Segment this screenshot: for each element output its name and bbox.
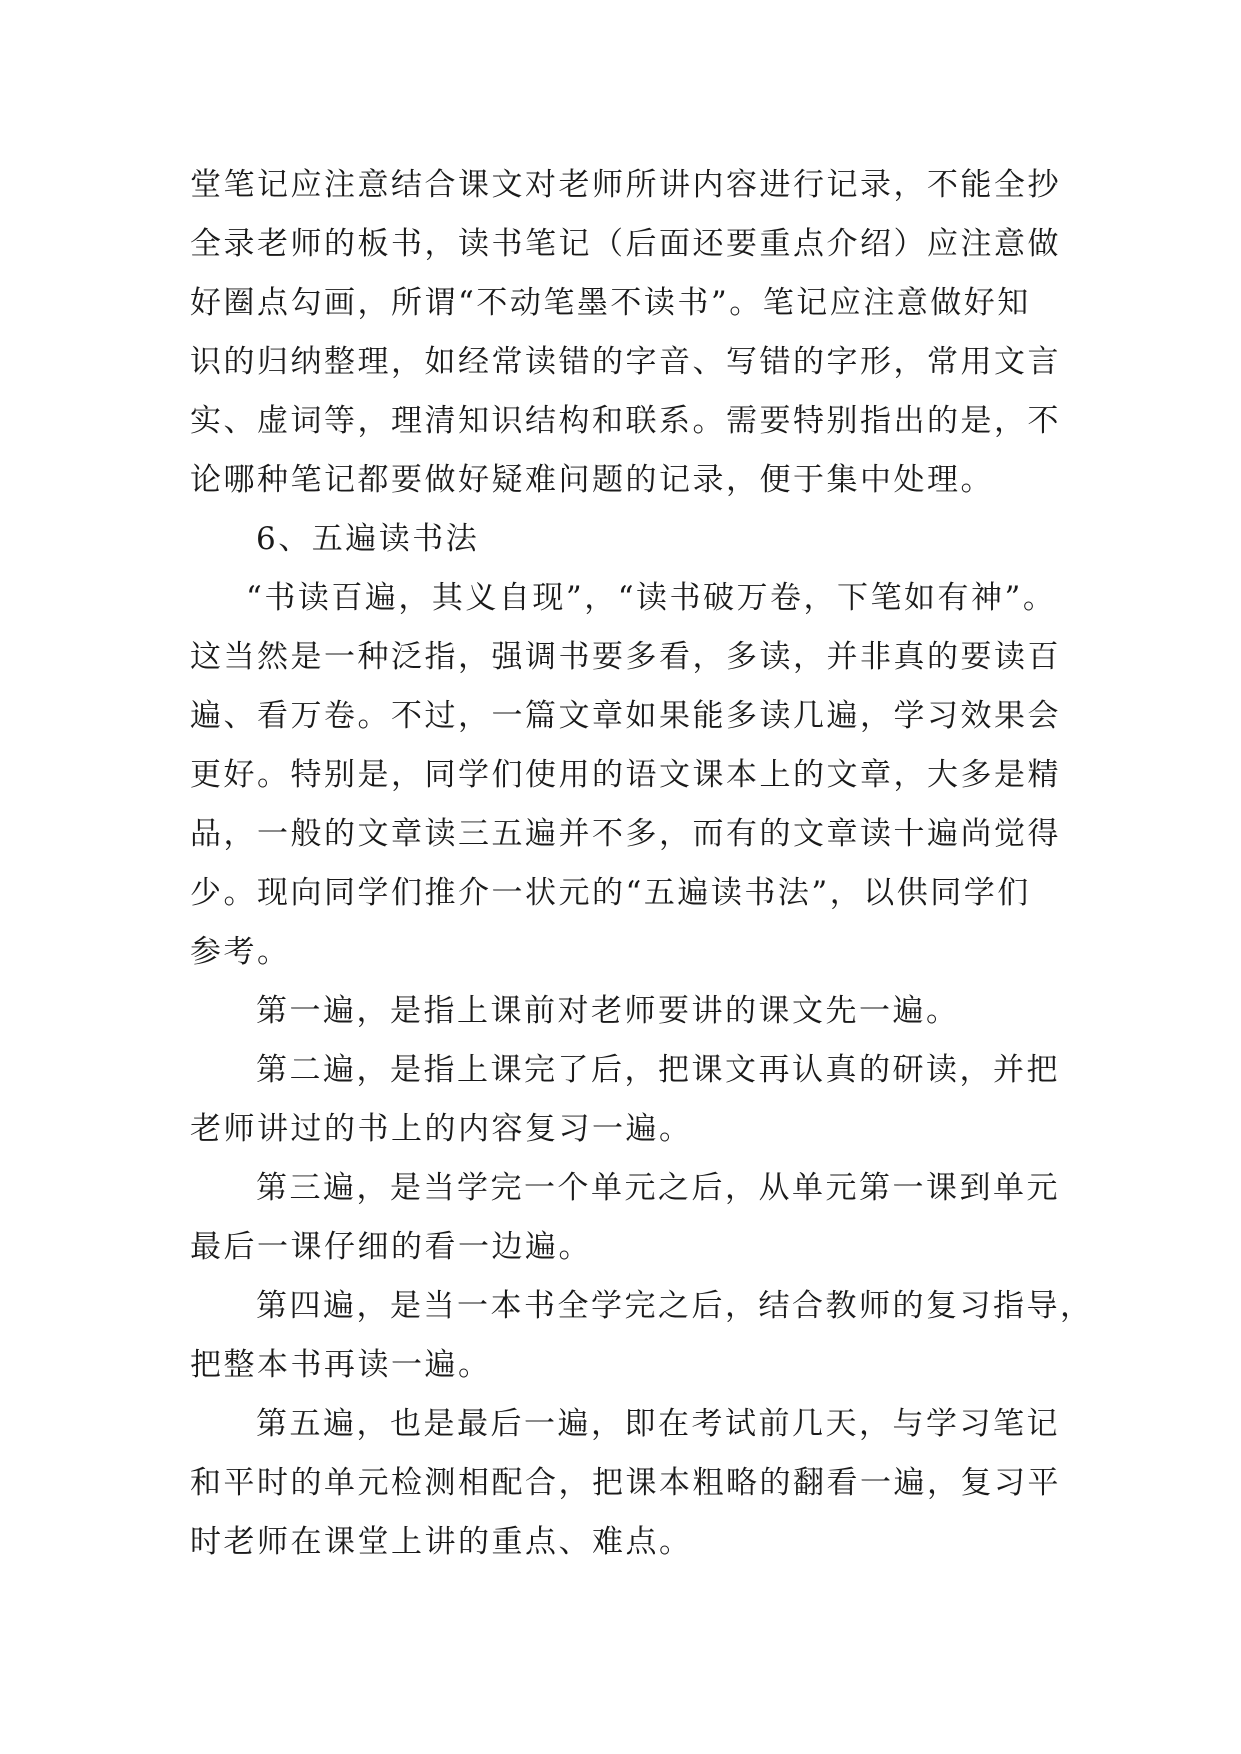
text-line: 老师讲过的书上的内容复习一遍。 [190,1111,693,1147]
text-line: 第二遍，是指上课完了后，把课文再认真的研读，并把 [256,1052,1060,1088]
text-line: 参考。 [190,934,291,970]
text-line: 遍、看万卷。不过，一篇文章如果能多读几遍，学习效果会 [190,698,1061,734]
text-line: 第四遍，是当一本书全学完之后，结合教师的复习指导， [256,1288,1094,1324]
document-body [190,156,1094,1572]
text-line: 品，一般的文章读三五遍并不多，而有的文章读十遍尚觉得 [190,816,1061,852]
text-line: 最后一课仔细的看一边遍。 [190,1229,592,1265]
text-line: 第一遍，是指上课前对老师要讲的课文先一遍。 [256,993,960,1029]
text-line: “书读百遍，其义自现”，“读书破万卷，下笔如有神”。 [246,580,1057,616]
text-line: 好圈点勾画，所谓“不动笔墨不读书”。笔记应注意做好知 [190,285,1031,321]
text-line: 第三遍，是当学完一个单元之后，从单元第一课到单元 [256,1170,1060,1206]
text-line: 识的归纳整理，如经常读错的字音、写错的字形，常用文言 [190,344,1061,380]
section-heading: 6、五遍读书法 [256,521,480,557]
text-line: 少。现向同学们推介一状元的“五遍读书法”，以供同学们 [190,875,1031,911]
text-line: 更好。特别是，同学们使用的语文课本上的文章，大多是精 [190,757,1061,793]
text-line: 把整本书再读一遍。 [190,1347,492,1383]
text-line: 堂笔记应注意结合课文对老师所讲内容进行记录，不能全抄 [190,167,1061,203]
text-line: 时老师在课堂上讲的重点、难点。 [190,1524,693,1560]
text-line: 这当然是一种泛指，强调书要多看，多读，并非真的要读百 [190,639,1061,675]
text-line: 全录老师的板书，读书笔记（后面还要重点介绍）应注意做 [190,226,1061,262]
text-line: 论哪种笔记都要做好疑难问题的记录，便于集中处理。 [190,462,994,498]
text-line: 和平时的单元检测相配合，把课本粗略的翻看一遍，复习平 [190,1465,1061,1501]
text-line: 实、虚词等，理清知识结构和联系。需要特别指出的是，不 [190,403,1061,439]
text-line: 第五遍，也是最后一遍，即在考试前几天，与学习笔记 [256,1406,1060,1442]
